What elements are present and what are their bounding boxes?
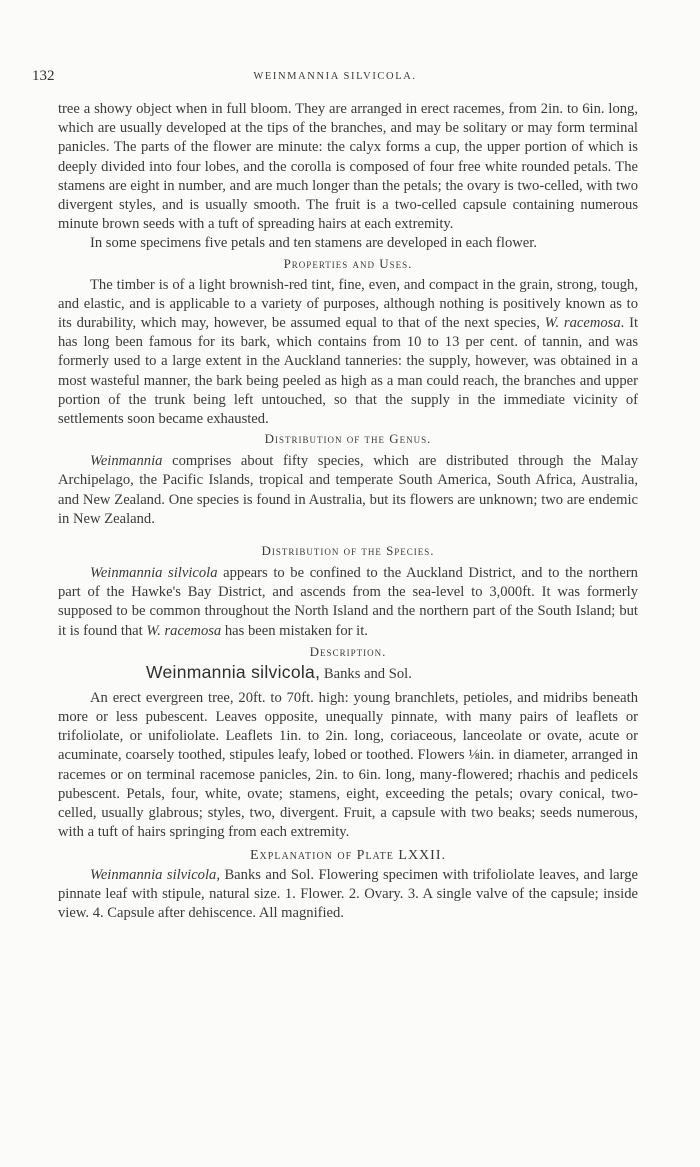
- text-run: The timber is of a light brownish-red tint, fine, even, and compact in the grain, strong, tough, and elastic, and is applicable to a variety of purposes, although nothing is positively known as to its durability, which may, however, be assumed equal to that of the next species,: [58, 276, 638, 332]
- heading-genus-distribution: Distribution of the Genus.: [264, 431, 432, 447]
- page-header: [32, 68, 638, 88]
- paragraph-timber: [58, 276, 638, 430]
- text-run: comprises about fifty species, which are distributed through the Malay Archipelago, the Pacific Islands, tropical and temperate South America, South Africa, Australia, and New Zealand. One species is found in Australia, but its flowers are unknown; two are endemic in New Zealand.: [58, 453, 638, 527]
- heading-plate-explanation: Explanation of Plate LXXII.: [250, 847, 446, 863]
- heading-properties-uses: Properties and Uses.: [283, 255, 413, 271]
- paragraph-genus: [58, 452, 638, 529]
- paragraph-plate: [58, 866, 638, 924]
- species-name: Weinmannia silvicola,: [146, 661, 321, 682]
- genus-italic: Weinmannia: [90, 453, 163, 470]
- text-run: appears to be confined to the Auckland District, and to the northern part of the Hawke's Bay District, and ascends from the sea-level to 3,000ft. It was formerly supposed to be common throughout the North Island and the northern part of the South Island; but it is found that: [58, 565, 638, 639]
- heading-description: Description.: [309, 643, 387, 659]
- text-run: has been mistaken for it.: [221, 622, 368, 639]
- page-body: [58, 100, 638, 923]
- paragraph-flower-description: tree a showy object when in full bloom. They are arranged in erect racemes, from 2in. to 6in. long, which are usually developed at the tips of the branches, and may be solitary or may form terminal panicles. The parts of the flower are minute: the calyx forms a cup, the upper portion of which is deeply divided into four lobes, and the corolla is composed of four free white rounded petals. The stamens are eight in number, and are much longer than the petals; the ovary is two-celled, with two divergent styles, and is usually smooth. The fruit is a two-celled capsule containing numerous minute brown seeds with a tuft of spreading hairs at each extremity.: [58, 101, 638, 233]
- paragraph-species: [58, 564, 638, 641]
- running-title: WEINMANNIA SILVICOLA.: [253, 71, 417, 82]
- species-italic: Weinmannia silvicola,: [90, 866, 220, 883]
- page-number: 132: [32, 68, 55, 84]
- species-italic: Weinmannia silvicola: [90, 565, 218, 582]
- species-italic: W. racemosa: [146, 622, 222, 639]
- heading-species-distribution: Distribution of the Species.: [261, 543, 435, 559]
- text-run: Banks and Sol. Flowering specimen with trifoliolate leaves, and large pinnate leaf with stipule, natural size. 1. Flower. 2. Ovary. 3. A single valve of the capsule; inside view. 4. Capsule after dehiscence. All magnified.: [58, 866, 638, 921]
- species-title: [146, 662, 638, 683]
- species-italic: W. racemosa: [544, 315, 621, 332]
- paragraph-description: An erect evergreen tree, 20ft. to 70ft. high: young branchlets, petioles, and midribs beneath more or less pubescent. Leaves opposite, unequally pinnate, with many pairs of leaflets or trifoliolate, or unifoliolate. Leaflets 1in. to 2in. long, coriaceous, lanceolate or ovate, acute or acuminate, coarsely toothed, stipules leafy, lobed or toothed. Flowers ⅛in. in diameter, arranged in racemes or on terminal racemose panicles, 2in. to 6in. long, many-flowered; rhachis and pedicels pubescent. Petals, four, white, ovate; stamens, eight, exceeding the petals; ovary conical, two-celled, usually glabrous; styles, two, divergent. Fruit, a capsule with two beaks; seeds numerous, with a tuft of hairs springing from each extremity.: [58, 689, 638, 841]
- text-run: . It has long been famous for its bark, which contains from 10 to 13 per cent. of tannin, and was formerly used to a large extent in the Auckland tanneries: the supply, however, was obtained in a most wasteful manner, the bark being peeled as high as a man could reach, the branches and upper portion of the trunk being left untouched, so that the supply in the immediate vicinity of settlements soon became exhausted.: [58, 315, 638, 428]
- species-authority: Banks and Sol.: [320, 665, 412, 682]
- paragraph-specimen-note: In some specimens five petals and ten stamens are developed in each flower.: [90, 235, 537, 252]
